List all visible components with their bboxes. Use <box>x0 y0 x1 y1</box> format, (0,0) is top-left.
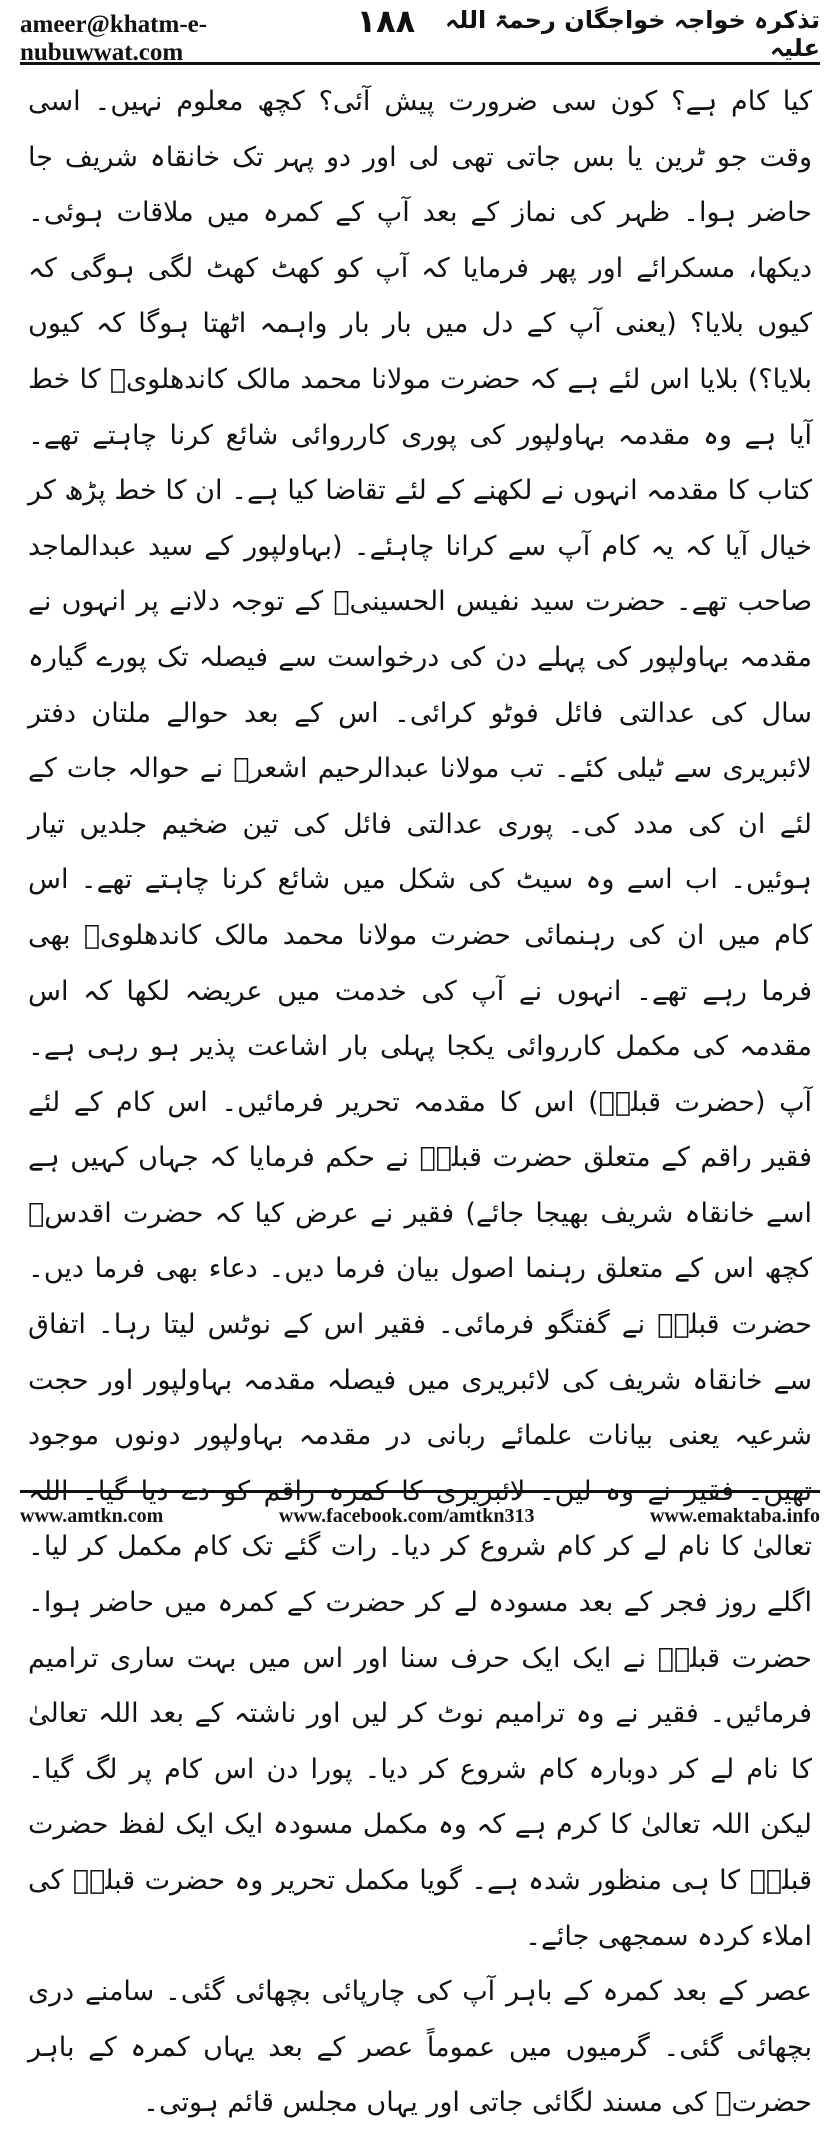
page-footer <box>20 1500 820 1532</box>
paragraph-1: کیا کام ہے؟ کون سی ضرورت پیش آئی؟ کچھ معلوم نہیں۔ اسی وقت جو ٹرین یا بس جاتی تھی لی اور دو پہر تک خانقاہ شریف جا حاضر ہوا۔ ظہر کی نماز کے بعد آپ کے کمرہ میں ملاقات ہوئی۔ دیکھا، مسکرائے اور پھر فرمایا کہ آپ کو کھٹ کھٹ لگی ہوگی کہ کیوں بلایا؟ (یعنی آپ کے دل میں بار بار واہمہ اٹھتا ہوگا کہ کیوں بلایا؟) بلایا اس لئے ہے کہ حضرت مولانا محمد مالک کاندھلویؒ کا خط آیا ہے وہ مقدمہ بہاولپور کی پوری کارروائی شائع کرنا چاہتے تھے۔ کتاب کا مقدمہ انہوں نے لکھنے کے لئے تقاضا کیا ہے۔ ان کا خط پڑھ کر خیال آیا کہ یہ کام آپ سے کرانا چاہئے۔ (بہاولپور کے سید عبدالماجد صاحب تھے۔ حضرت سید نفیس الحسینیؒ کے توجہ دلانے پر انہوں نے مقدمہ بہاولپور کی پہلے دن کی درخواست سے فیصلہ تک پورے گیارہ سال کی عدالتی فائل فوٹو کرائی۔ اس کے بعد حوالے ملتان دفتر لائبریری سے ٹیلی کئے۔ تب مولانا عبدالرحیم اشعرؒ نے حوالہ جات کے لئے ان کی مدد کی۔ پوری عدالتی فائل کی تین ضخیم جلدیں تیار ہوئیں۔ اب اسے وہ سیٹ کی شکل میں شائع کرنا چاہتے تھے۔ اس کام میں ان کی رہنمائی حضرت مولانا محمد مالک کاندھلویؒ بھی فرما رہے تھے۔ انہوں نے آپ کی خدمت میں عریضہ لکھا کہ اس مقدمہ کی مکمل کارروائی یکجا پہلی بار اشاعت پذیر ہو رہی ہے۔ آپ (حضرت قبلہؒ) اس کا مقدمہ تحریر فرمائیں۔ اس کام کے لئے فقیر راقم کے متعلق حضرت قبلہؒ نے حکم فرمایا کہ جہاں کہیں ہے اسے خانقاہ شریف بھیجا جائے) فقیر نے عرض کیا کہ حضرت اقدسؒ کچھ اس کے متعلق رہنما اصول بیان فرما دیں۔ دعاء بھی فرما دیں۔ حضرت قبلہؒ نے گفتگو فرمائی۔ فقیر اس کے نوٹس لیتا رہا۔ اتفاق سے خانقاہ شریف کی لائبریری میں فیصلہ مقدمہ بہاولپور اور حجت شرعیہ یعنی بیانات علمائے ربانی در مقدمہ بہاولپور دونوں موجود تھیں۔ فقیر نے وہ لیں۔ لائبریری کا کمرہ راقم کو دے دیا گیا۔ اللہ تعالیٰ کا نام لے کر کام شروع کر دیا۔ رات گئے تک کام مکمل کر لیا۔ اگلے روز فجر کے بعد مسودہ لے کر حضرت کے کمرہ میں حاضر ہوا۔ حضرت قبلہؒ نے ایک ایک حرف سنا اور اس میں بہت ساری ترامیم فرمائیں۔ فقیر نے وہ ترامیم نوٹ کر لیں اور ناشتہ کے بعد اللہ تعالیٰ کا نام لے کر دوبارہ کام شروع کر دیا۔ پورا دن اس کام پر لگ گیا۔ لیکن اللہ تعالیٰ کا کرم ہے کہ وہ مکمل مسودہ ایک ایک لفظ حضرت قبلہؒ کا ہی منظور شدہ ہے۔ گویا مکمل تحریر وہ حضرت قبلہؒ کی املاء کردہ سمجھی جائے۔ <box>28 86 812 1952</box>
footer-rule <box>20 1490 820 1493</box>
page-header <box>20 1 820 66</box>
page-number: ۱۸۸ <box>356 1 416 40</box>
paragraph-2: عصر کے بعد کمرہ کے باہر آپ کی چارپائی بچھائی گئی۔ سامنے دری بچھائی گئی۔ گرمیوں میں عموماً عصر کے بعد یہاں کمرہ کے باہر حضرتؒ کی مسند لگائی جاتی اور یہاں مجلس قائم ہوتی۔ <box>28 1976 812 2119</box>
book-title: تذکرہ خواجہ خواجگان رحمۃ اللہ علیہ <box>445 6 820 62</box>
header-email: ameer@khatm-e-nubuwwat.com <box>20 10 208 66</box>
footer-link-amtkn[interactable]: www.amtkn.com <box>20 1504 164 1527</box>
footer-link-emaktaba[interactable]: www.emaktaba.info <box>649 1504 820 1527</box>
header-left <box>20 2 415 67</box>
header-rule <box>20 62 820 65</box>
footer-link-facebook[interactable]: www.facebook.com/amtkn313 <box>278 1504 535 1527</box>
